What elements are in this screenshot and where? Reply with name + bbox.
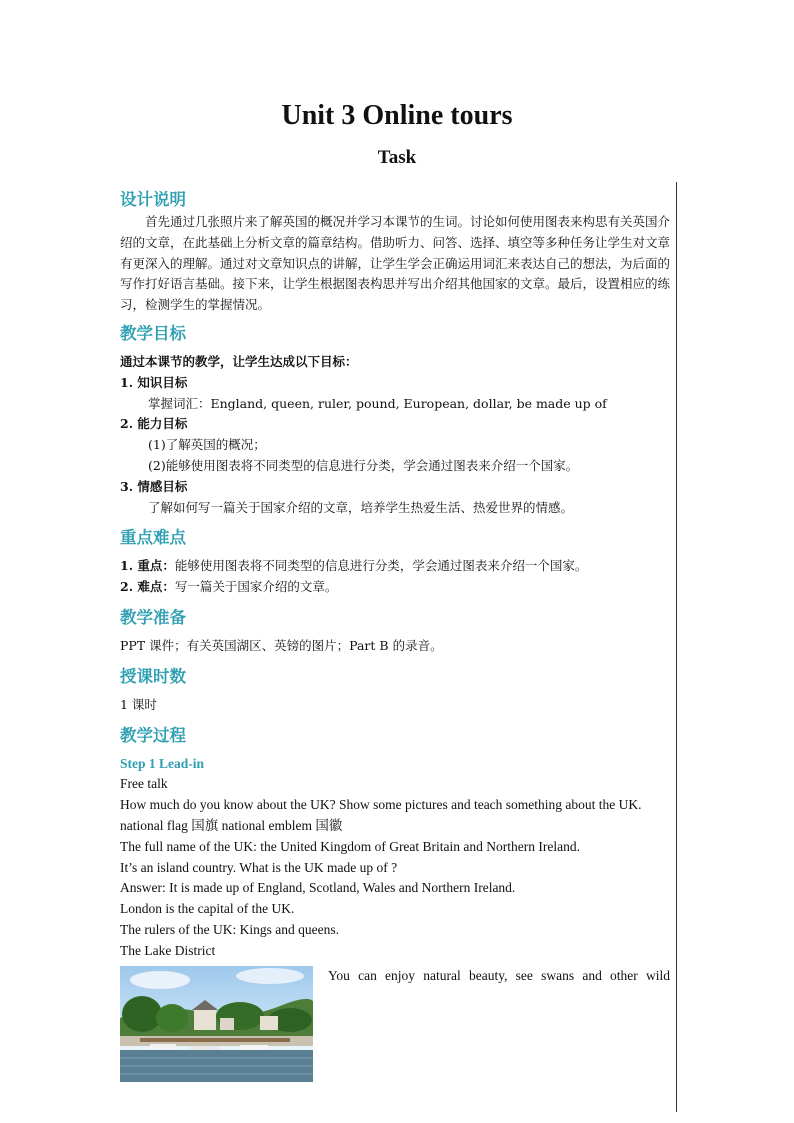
hours-body: 1 课时 [120, 696, 157, 712]
ability-goal-item-2: (2)能够使用图表将不同类型的信息进行分类，学会通过图表来介绍一个国家。 [148, 457, 579, 473]
key-point-text: 能够使用图表将不同类型的信息进行分类，学会通过图表来介绍一个国家。 [174, 558, 588, 574]
lake-district-section [120, 966, 670, 1086]
key-points-heading: 重点难点 [120, 528, 186, 548]
process-line: national flag 国旗 national emblem 国徽 [120, 817, 343, 833]
knowledge-goal-title: 1. 知识目标 [120, 374, 188, 390]
key-point-line [120, 556, 670, 577]
right-margin-rule [676, 182, 677, 1112]
difficulty-text: 写一篇关于国家介绍的文章。 [174, 579, 338, 595]
process-line: The full name of the UK: the United Kingdom of Great Britain and Northern Ireland. [120, 838, 580, 854]
step-1-heading: Step 1 Lead-in [120, 755, 205, 771]
process-line: How much do you know about the UK? Show some pictures and teach something about the UK. [120, 797, 642, 813]
process-line: The rulers of the UK: Kings and queens. [120, 921, 339, 937]
goals-intro: 通过本课节的教学，让学生达成以下目标： [120, 353, 358, 369]
hours-heading: 授课时数 [120, 666, 186, 686]
emotion-goal-title: 3. 情感目标 [120, 478, 188, 494]
process-line: London is the capital of the UK. [120, 901, 295, 917]
lake-district-photo [120, 966, 313, 1082]
difficulty-line [120, 577, 670, 598]
design-body: 首先通过几张照片来了解英国的概况并学习本课节的生词。讨论如何使用图表来构思有关英国介绍的文章，在此基础上分析文章的篇章结构。借助听力、问答、选择、填空等多种任务让学生对文章有更深入的理解。通过对文章知识点的讲解，让学生学会正确运用词汇来表达自己的想法，为后面的写作打好语言基础。接下来，让学生根据图表构思并写出介绍其他国家的文章。最后，设置相应的练习，检测学生的掌握情况。 [120, 214, 671, 313]
process-line: Answer: It is made up of England, Scotland, Wales and Northern Ireland. [120, 880, 516, 896]
process-line: Free talk [120, 776, 168, 792]
page-subtitle: Task [377, 147, 417, 168]
ability-goal-title: 2. 能力目标 [120, 416, 188, 432]
lake-photo-illustration [120, 966, 313, 1082]
emotion-goal-body: 了解如何写一篇关于国家介绍的文章，培养学生热爱生活、热爱世界的情感。 [148, 499, 574, 515]
process-heading: 教学过程 [120, 725, 186, 745]
key-point-label: 1. 重点： [120, 558, 175, 574]
goals-heading: 教学目标 [120, 323, 186, 343]
prep-heading: 教学准备 [120, 607, 186, 627]
lake-district-text: You can enjoy natural beauty, see swans and other wild [328, 967, 670, 983]
knowledge-goal-body: 掌握词汇：England, queen, ruler, pound, European, dollar, be made up of [148, 395, 607, 411]
page-title: Unit 3 Online tours [281, 100, 513, 131]
ability-goal-item-1: (1)了解英国的概况； [148, 437, 266, 453]
lesson-content [120, 188, 670, 1086]
process-line: The Lake District [120, 942, 216, 958]
process-line: It’s an island country. What is the UK made up of ? [120, 859, 398, 875]
difficulty-label: 2. 难点： [120, 579, 175, 595]
design-heading: 设计说明 [120, 190, 186, 209]
prep-body: PPT 课件；有关英国湖区、英镑的图片；Part B 的录音。 [120, 637, 443, 653]
